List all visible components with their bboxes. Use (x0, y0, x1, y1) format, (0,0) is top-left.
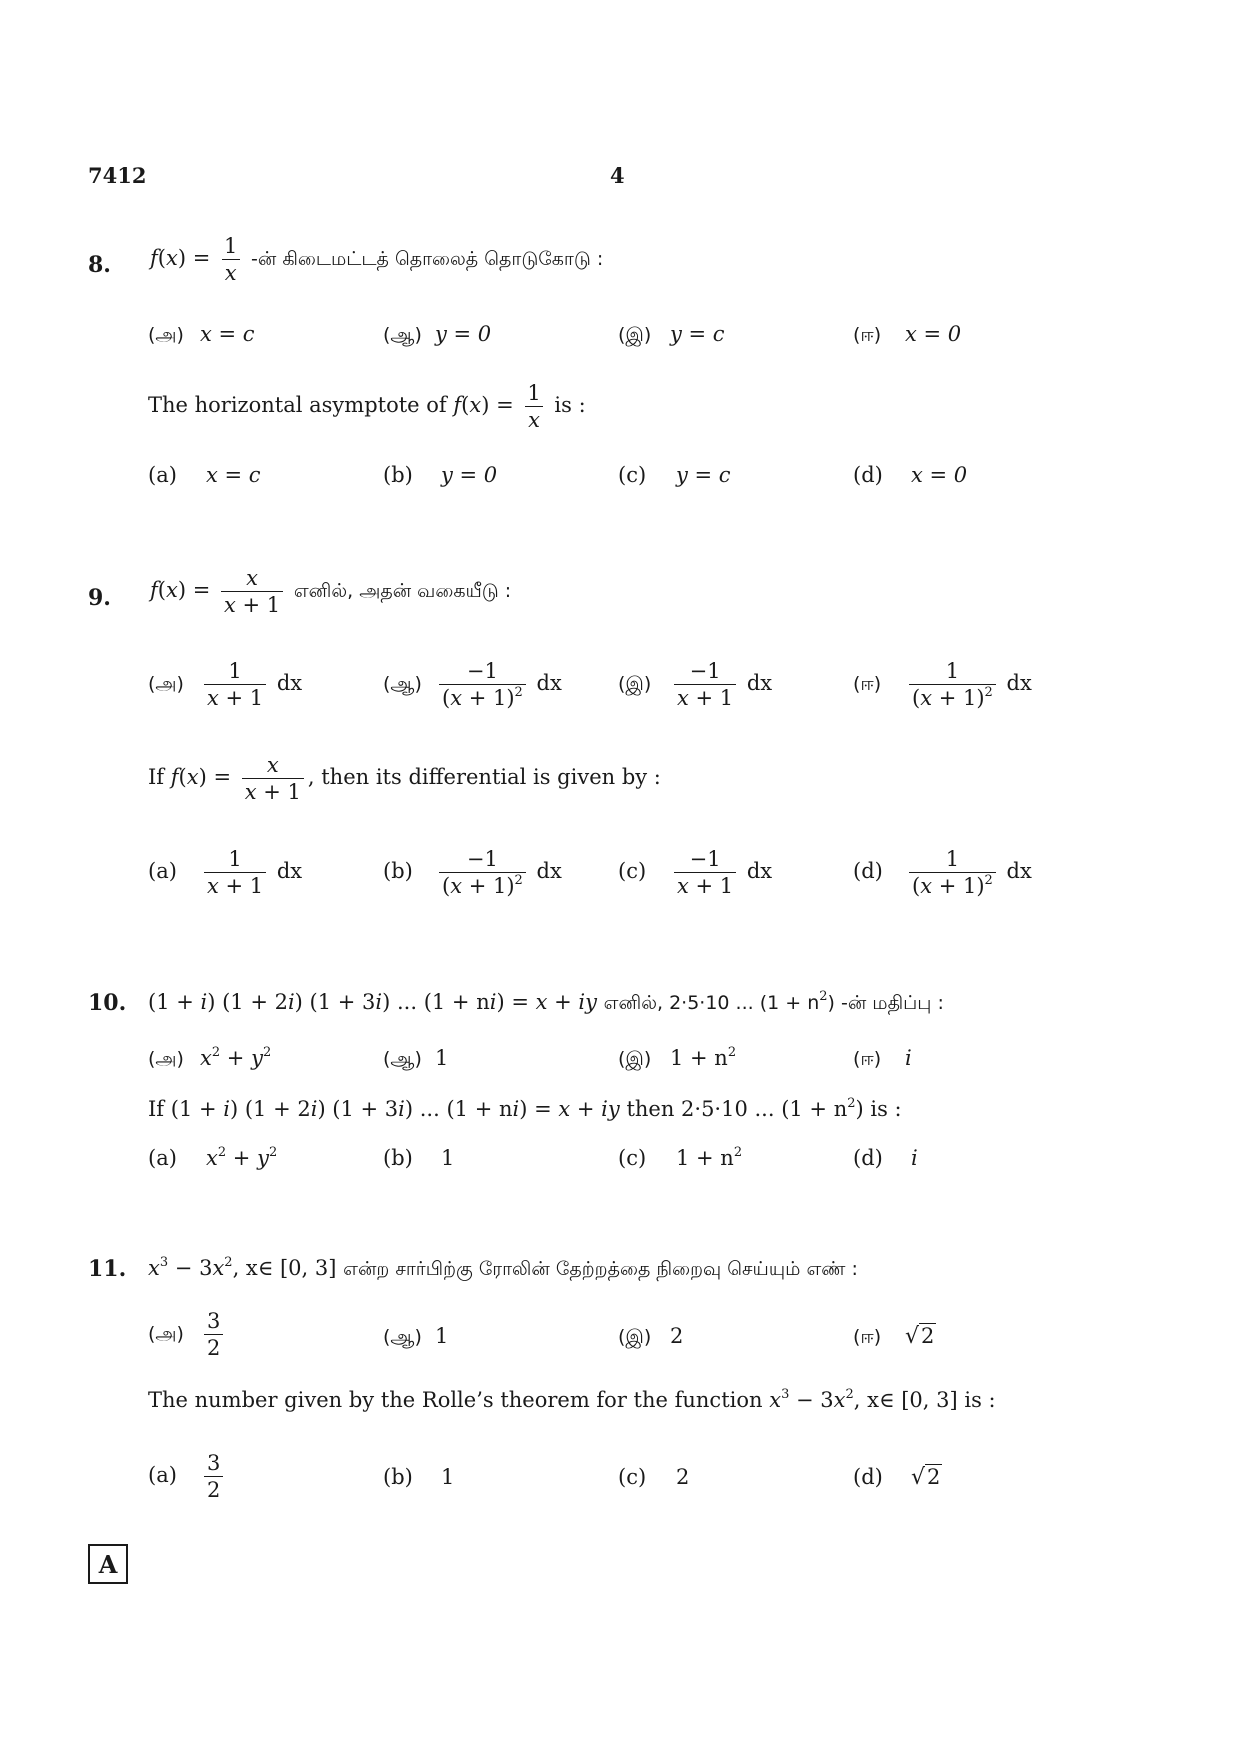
question-10-number: 10. (88, 990, 127, 1016)
question-8-tamil-option-a: (அ) x = c (148, 322, 255, 346)
question-9-english-option-a: (a) $\frac{1}{x + 1}$ dx (148, 847, 303, 899)
question-10-tamil-option-d: (ஈ) i (853, 1046, 912, 1070)
question-9-tamil-option-d: (ஈ) $\frac{1}{(x + 1)^2}$ dx (853, 659, 1032, 711)
question-8-english-option-c: (c) y = c (618, 463, 731, 487)
question-10-tamil-option-a: (அ) $x^2 + y^2$ (148, 1045, 272, 1070)
question-10-tamil-stem: (1 + i) (1 + 2i) (1 + 3i) ... (1 + ni) = x + iy எனில், 2·5·10 ... $(1 + n^2)$ -ன் மதிப்பு : (148, 989, 944, 1014)
question-8-tamil-option-d: (ஈ) x = 0 (853, 322, 962, 346)
question-11-tamil-option-b: (ஆ) 1 (383, 1324, 449, 1348)
question-10-tamil-option-b: (ஆ) 1 (383, 1046, 449, 1070)
question-11-english-stem: The number given by the Rolle’s theorem for the function $x^3 - 3x^2$, x∈ [0, 3] is : (148, 1387, 996, 1412)
question-9-tamil-option-c: (இ) $\frac{-1}{x + 1}$ dx (618, 659, 773, 711)
page-number: 4 (610, 163, 625, 188)
question-8-english-option-b: (b) y = 0 (383, 463, 498, 487)
question-11-tamil-option-d: (ஈ) √2 (853, 1324, 935, 1349)
question-8-tamil-option-b: (ஆ) y = 0 (383, 322, 492, 346)
question-10-english-stem: If (1 + i) (1 + 2i) (1 + 3i) ... (1 + ni) = x + iy then 2·5·10 ... $(1 + n^2)$ is : (148, 1096, 902, 1121)
question-8-tamil-option-c: (இ) y = c (618, 322, 725, 346)
question-9-tamil-stem: f(x) = $\frac{x}{x + 1}$ எனில், அதன் வகையீடு : (150, 566, 512, 618)
question-9-english-stem: If f(x) = $\frac{x}{x + 1}$ , then its differential is given by : (148, 753, 661, 805)
series-code-box: A (88, 1544, 128, 1584)
question-11-tamil-stem: $x^3 - 3x^2$, x∈ [0, 3] என்ற சார்பிற்கு ரோலின் தேற்றத்தை நிறைவு செய்யும் எண் : (148, 1255, 858, 1280)
question-9-tamil-option-a: (அ) $\frac{1}{x + 1}$ dx (148, 659, 303, 711)
question-10-tamil-option-c: (இ) $1 + n^2$ (618, 1045, 737, 1070)
booklet-code: 7412 (88, 163, 147, 188)
question-11-tamil-option-c: (இ) 2 (618, 1324, 684, 1348)
question-10-english-option-b: (b) 1 (383, 1146, 455, 1170)
question-11-tamil-option-a: (அ) $\frac{3}{2}$ (148, 1310, 227, 1359)
question-9-english-option-b: (b) $\frac{-1}{(x + 1)^2}$ dx (383, 847, 562, 899)
question-11-number: 11. (88, 1256, 127, 1282)
question-10-english-option-c: (c) $1 + n^2$ (618, 1145, 743, 1170)
question-11-english-option-b: (b) 1 (383, 1465, 455, 1489)
question-10-english-option-a: (a) $x^2 + y^2$ (148, 1145, 278, 1170)
question-10-english-option-d: (d) i (853, 1146, 918, 1170)
question-9-english-option-d: (d) $\frac{1}{(x + 1)^2}$ dx (853, 847, 1032, 899)
question-11-english-option-a: (a) $\frac{3}{2}$ (148, 1452, 227, 1501)
question-8-number: 8. (88, 252, 111, 278)
question-9-english-option-c: (c) $\frac{-1}{x + 1}$ dx (618, 847, 773, 899)
question-11-english-option-c: (c) 2 (618, 1465, 690, 1489)
question-8-english-stem: The horizontal asymptote of f(x) = $\frac{1}{x}$ is : (148, 381, 586, 433)
question-8-english-option-d: (d) x = 0 (853, 463, 968, 487)
question-8-tamil-stem: f(x) = $\frac{1}{x}$ -ன் கிடைமட்டத் தொலைத் தொடுகோடு : (150, 234, 604, 286)
question-8-english-option-a: (a) x = c (148, 463, 261, 487)
question-11-english-option-d: (d) √2 (853, 1465, 941, 1490)
question-9-tamil-option-b: (ஆ) $\frac{-1}{(x + 1)^2}$ dx (383, 659, 562, 711)
question-9-number: 9. (88, 585, 111, 611)
